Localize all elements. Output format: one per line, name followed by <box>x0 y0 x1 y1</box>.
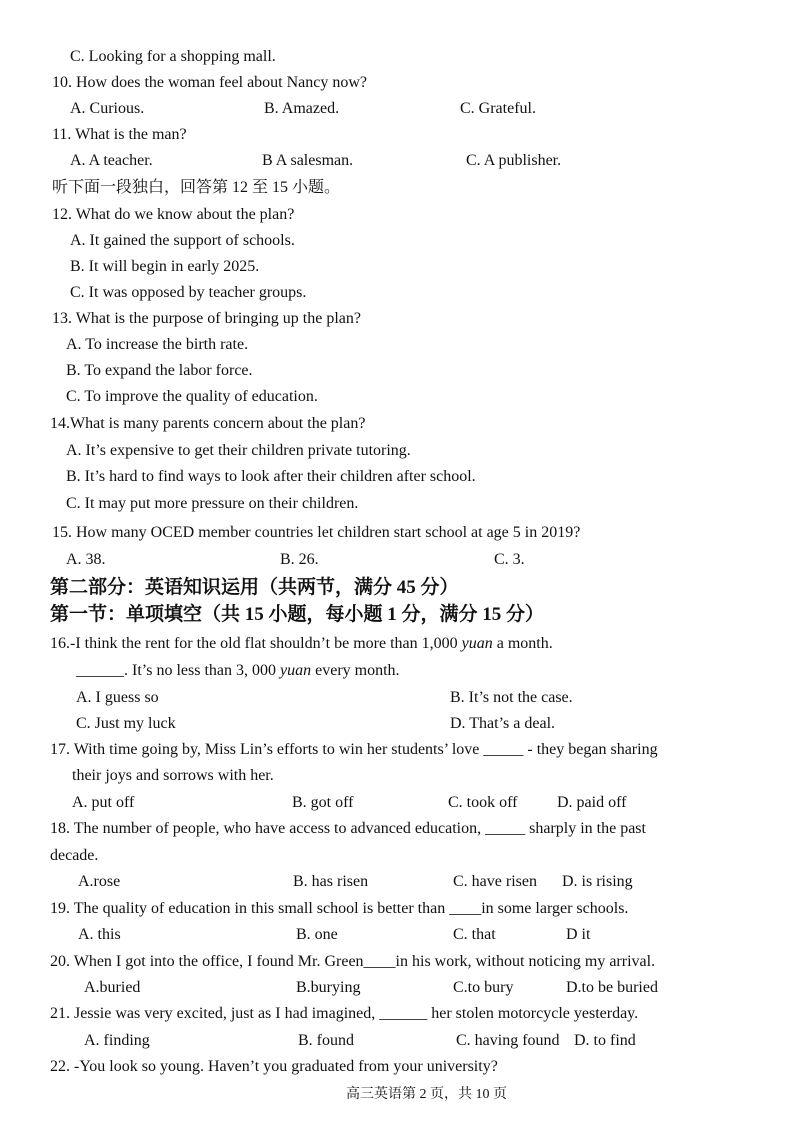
q16-response-start: ______. It’s no less than 3, 000 <box>76 662 280 679</box>
q10-option-c: C. Grateful. <box>460 100 536 117</box>
q14-option-a: A. It’s expensive to get their children private tutoring. <box>66 442 411 459</box>
q13-option-b: B. To expand the labor force. <box>66 362 253 379</box>
q19-option-d: D it <box>566 926 591 943</box>
q16-question <box>50 633 553 655</box>
q22-question: 22. -You look so young. Haven’t you graduated from your university? <box>50 1058 498 1075</box>
q12-option-b: B. It will begin in early 2025. <box>70 258 260 275</box>
q11-question: 11. What is the man? <box>52 126 187 143</box>
q14-option-c: C. It may put more pressure on their children. <box>66 495 359 512</box>
q10-option-b: B. Amazed. <box>264 100 340 117</box>
q17-option-b: B. got off <box>292 794 354 811</box>
q16-text-start: 16.-I think the rent for the old flat shouldn’t be more than 1,000 <box>50 635 462 652</box>
q16-response <box>76 660 400 682</box>
q19-option-a: A. this <box>78 926 121 943</box>
q16-response-end: every month. <box>311 662 400 679</box>
q18-option-d: D. is rising <box>562 873 633 890</box>
q18-option-b: B. has risen <box>293 873 369 890</box>
q16-yuan: yuan <box>461 635 493 652</box>
q13-question: 13. What is the purpose of bringing up the plan? <box>52 310 361 327</box>
q21-option-a: A. finding <box>84 1032 150 1049</box>
q11-option-b: B A salesman. <box>262 152 354 169</box>
q14-option-b: B. It’s hard to find ways to look after their children after school. <box>66 468 476 485</box>
q10-question: 10. How does the woman feel about Nancy now? <box>52 74 368 91</box>
q19-option-c: C. that <box>453 926 496 943</box>
q16-text-end: a month. <box>492 635 553 652</box>
q16-option-d: D. That’s a deal. <box>450 715 556 732</box>
q17-option-a: A. put off <box>72 794 135 811</box>
q14-question: 14.What is many parents concern about the plan? <box>50 415 366 432</box>
q17-option-d: D. paid off <box>557 794 627 811</box>
q19-option-b: B. one <box>296 926 338 943</box>
q13-option-c: C. To improve the quality of education. <box>66 388 318 405</box>
q15-question: 15. How many OCED member countries let children start school at age 5 in 2019? <box>52 524 581 541</box>
q16-option-b: B. It’s not the case. <box>450 689 573 706</box>
q18-question-line-2: decade. <box>50 847 99 864</box>
q12-option-c: C. It was opposed by teacher groups. <box>70 284 307 301</box>
q12-question: 12. What do we know about the plan? <box>52 206 295 223</box>
q21-option-c: C. having found <box>456 1032 560 1049</box>
q18-option-a: A.rose <box>78 873 121 890</box>
q10-option-a: A. Curious. <box>70 100 145 117</box>
q20-question: 20. When I got into the office, I found Mr. Green____in his work, without noticing my arrival. <box>50 953 656 970</box>
listening-instruction: 听下面一段独白，回答第 12 至 15 小题。 <box>52 179 341 196</box>
q15-option-b: B. 26. <box>280 551 319 568</box>
q20-option-a: A.buried <box>84 979 141 996</box>
q18-question: 18. The number of people, who have access to advanced education, _____ sharply in the past <box>50 820 646 837</box>
q16-option-c: C. Just my luck <box>76 715 176 732</box>
q15-option-c: C. 3. <box>494 551 525 568</box>
section-one-heading: 第一节：单项填空（共 15 小题，每小题 1 分，满分 15 分） <box>50 604 545 625</box>
q13-option-a: A. To increase the birth rate. <box>66 336 249 353</box>
q17-option-c: C. took off <box>448 794 518 811</box>
q20-option-d: D.to be buried <box>566 979 658 996</box>
q18-option-c: C. have risen <box>453 873 537 890</box>
q11-option-a: A. A teacher. <box>70 152 153 169</box>
q17-question: 17. With time going by, Miss Lin’s efforts to win her students’ love _____ - they began sharing <box>50 741 658 758</box>
q20-option-c: C.to bury <box>453 979 514 996</box>
q16-option-a: A. I guess so <box>76 689 159 706</box>
part-two-heading: 第二部分：英语知识运用（共两节，满分 45 分） <box>50 577 459 598</box>
q21-option-d: D. to find <box>574 1032 636 1049</box>
q11-option-c: C. A publisher. <box>466 152 562 169</box>
q19-question: 19. The quality of education in this small school is better than ____in some larger schools. <box>50 900 629 917</box>
q15-option-a: A. 38. <box>66 551 106 568</box>
q20-option-b: B.burying <box>296 979 361 996</box>
q12-option-a: A. It gained the support of schools. <box>70 232 295 249</box>
q9-option-c: C. Looking for a shopping mall. <box>70 48 276 65</box>
q21-question: 21. Jessie was very excited, just as I had imagined, ______ her stolen motorcycle yesterday. <box>50 1005 639 1022</box>
page-footer: 高三英语第 2 页，共 10 页 <box>346 1087 507 1102</box>
q21-option-b: B. found <box>298 1032 354 1049</box>
q16-response-yuan: yuan <box>280 662 312 679</box>
q17-question-line-2: their joys and sorrows with her. <box>72 767 274 784</box>
